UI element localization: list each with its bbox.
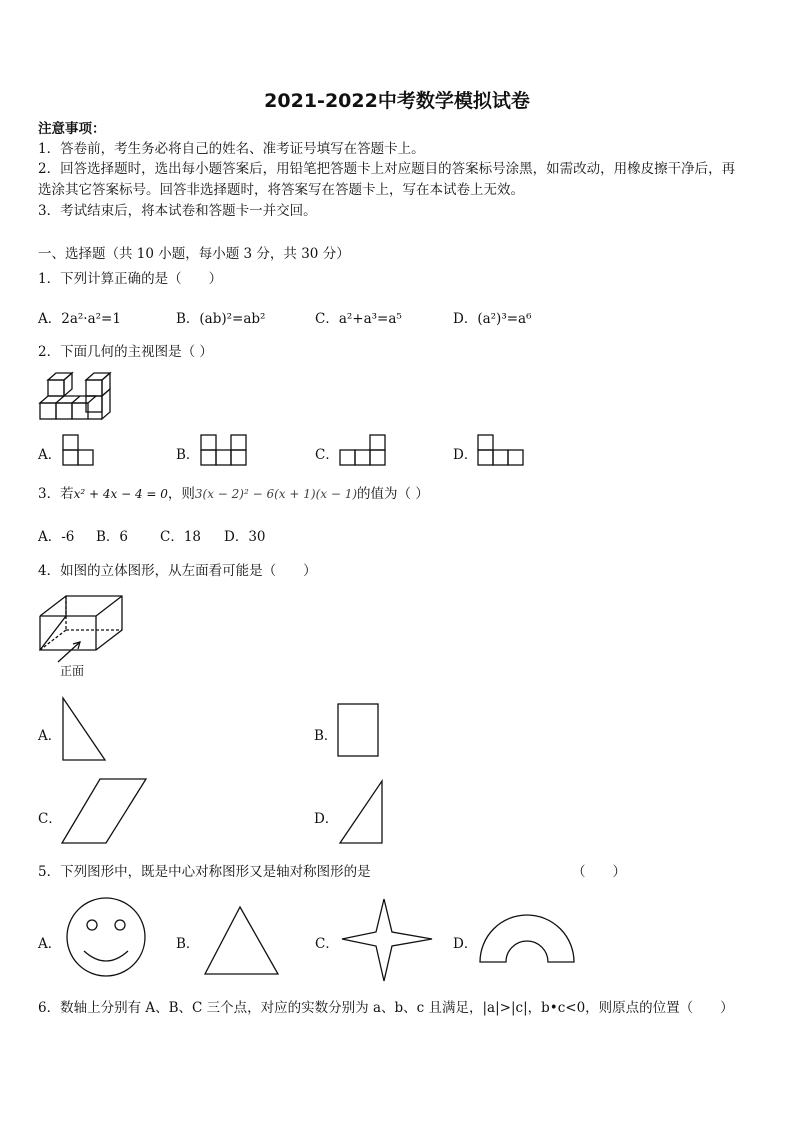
q5-bracket: （ ） — [572, 864, 626, 880]
q2-option-a-figure[interactable] — [62, 434, 96, 466]
q5-option-b-triangle-figure[interactable] — [202, 904, 282, 976]
q3-condition: x² + 4x − 4 = 0 — [73, 487, 168, 501]
q4-label-a[interactable]: A． — [38, 728, 62, 744]
q4-label-c[interactable]: C． — [38, 811, 62, 827]
q1-option-d[interactable]: D．(a²)³=a⁶ — [453, 311, 532, 327]
q2-option-d-figure[interactable] — [477, 434, 527, 466]
q3-prefix: 3．若 — [38, 486, 74, 502]
notice-item-2: 2．回答选择题时，选出每小题答案后，用铅笔把答题卡上对应题目的答案标号涂黑，如需改动，用橡皮擦干净后，再 — [38, 161, 736, 177]
q2-label-c[interactable]: C． — [315, 447, 339, 463]
page-title: 2021-2022中考数学模拟试卷 — [264, 90, 530, 112]
notice-item-1: 1．答卷前，考生务必将自己的姓名、准考证号填写在答题卡上。 — [38, 141, 425, 157]
q4-option-a-figure[interactable] — [60, 695, 110, 763]
q3-mid: ，则 — [167, 486, 195, 502]
q2-label-b[interactable]: B． — [176, 447, 200, 463]
q3-suffix: 的值为（ ） — [357, 486, 429, 502]
q2-solid-figure — [38, 370, 118, 428]
q3-option-b[interactable]: B．6 — [96, 529, 129, 545]
section-heading: 一、选择题（共 10 小题，每小题 3 分，共 30 分） — [38, 246, 350, 262]
q1-option-c[interactable]: C．a²+a³=a⁵ — [315, 311, 402, 327]
q1-option-b[interactable]: B．(ab)²=ab² — [176, 311, 266, 327]
q4-option-d-figure[interactable] — [338, 778, 388, 846]
q4-label-b[interactable]: B． — [314, 728, 338, 744]
q4-label-d[interactable]: D． — [314, 811, 339, 827]
q2-label-a[interactable]: A． — [38, 447, 62, 463]
q4-option-c-figure[interactable] — [60, 775, 150, 847]
q2-option-b-figure[interactable] — [200, 434, 250, 466]
q5-stem: 5．下列图形中，既是中心对称图形又是轴对称图形的是 — [38, 864, 371, 880]
q3-option-a[interactable]: A．-6 — [38, 529, 75, 545]
q2-label-d[interactable]: D． — [453, 447, 478, 463]
q1-stem: 1．下列计算正确的是（ ） — [38, 271, 223, 287]
q3-stem — [38, 485, 429, 504]
notice-item-3: 3．考试结束后，将本试卷和答题卡一并交回。 — [38, 203, 317, 219]
q4-stem: 4．如图的立体图形，从左面看可能是（ ） — [38, 563, 317, 579]
q3-expression: 3(x − 2)² − 6(x + 1)(x − 1) — [194, 487, 358, 501]
q3-option-c[interactable]: C．18 — [160, 529, 202, 545]
q3-option-d[interactable]: D．30 — [224, 529, 266, 545]
q2-stem: 2．下面几何的主视图是（ ） — [38, 344, 213, 360]
q2-option-c-figure[interactable] — [339, 434, 389, 466]
notice-heading: 注意事项： — [38, 121, 106, 137]
q5-label-a[interactable]: A． — [38, 936, 62, 952]
q4-front-label: 正面 — [60, 664, 85, 678]
notice-item-2-cont: 选涂其它答案标号。回答非选择题时，将答案写在答题卡上，写在本试卷上无效。 — [38, 182, 524, 198]
q5-label-c[interactable]: C． — [315, 936, 339, 952]
q1-option-a[interactable]: A．2a²·a²=1 — [38, 311, 121, 327]
q6-stem: 6．数轴上分别有 A、B、C 三个点，对应的实数分别为 a、b、c 且满足，|a|>|c|，b•c<0，则原点的位置（ ） — [38, 1000, 734, 1016]
q4-option-b-figure[interactable] — [336, 702, 382, 758]
q5-option-c-star-figure[interactable] — [340, 897, 434, 983]
q5-option-a-smiley-figure[interactable] — [64, 895, 150, 981]
q5-label-b[interactable]: B． — [176, 936, 200, 952]
q5-label-d[interactable]: D． — [453, 936, 478, 952]
q5-option-d-arch-figure[interactable] — [478, 904, 578, 966]
